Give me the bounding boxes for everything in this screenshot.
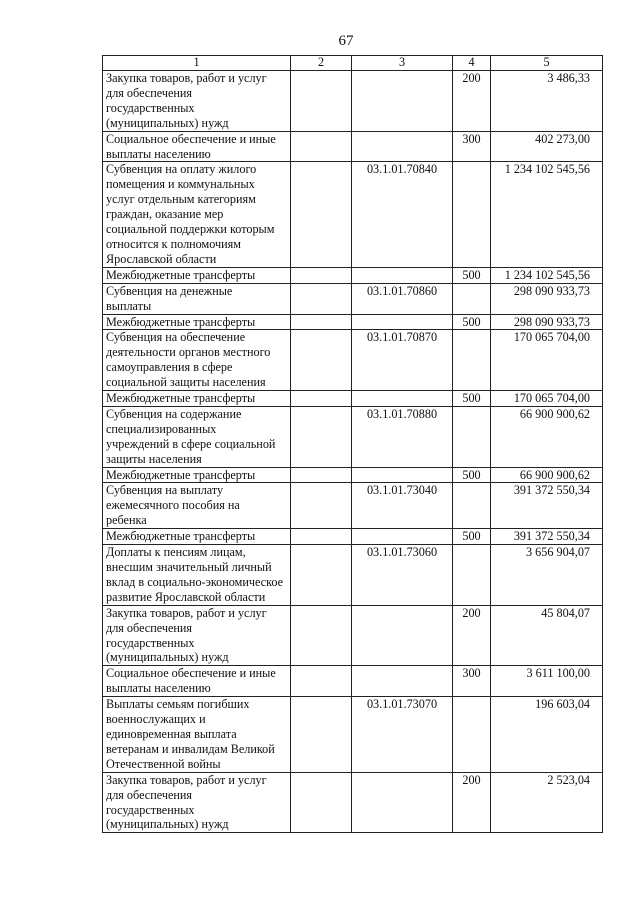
row-amount-cell: 3 486,33 [491,71,603,132]
row-name-cell: Доплаты к пенсиям лицам, внесшим значительный личный вклад в социально-экономическое развитие Ярославской области [103,545,291,606]
row-amount-cell: 3 656 904,07 [491,545,603,606]
table-row [103,330,603,391]
row-col2-cell [291,71,352,132]
row-amount-cell: 298 090 933,73 [491,314,603,330]
row-col2-cell [291,267,352,283]
row-vr-cell: 300 [453,131,491,162]
row-col2-cell [291,131,352,162]
header-col-3: 3 [352,56,453,71]
row-code-cell [352,314,453,330]
table-row [103,666,603,697]
row-vr-cell [453,545,491,606]
row-col2-cell [291,666,352,697]
row-code-cell [352,71,453,132]
table-row [103,467,603,483]
row-code-cell [352,391,453,407]
table-row [103,267,603,283]
row-amount-cell: 170 065 704,00 [491,330,603,391]
table-row [103,131,603,162]
row-col2-cell [291,406,352,467]
row-vr-cell: 500 [453,314,491,330]
row-amount-cell: 2 523,04 [491,772,603,833]
row-col2-cell [291,529,352,545]
row-col2-cell [291,330,352,391]
row-vr-cell: 200 [453,71,491,132]
row-vr-cell [453,483,491,529]
row-code-cell: 03.1.01.73060 [352,545,453,606]
row-vr-cell: 500 [453,467,491,483]
row-code-cell [352,666,453,697]
row-code-cell [352,131,453,162]
header-row [103,56,603,71]
row-name-cell: Межбюджетные трансферты [103,529,291,545]
row-col2-cell [291,283,352,314]
row-vr-cell: 300 [453,666,491,697]
row-amount-cell: 391 372 550,34 [491,529,603,545]
row-name-cell: Субвенция на денежные выплаты [103,283,291,314]
row-code-cell: 03.1.01.70860 [352,283,453,314]
row-amount-cell: 391 372 550,34 [491,483,603,529]
row-vr-cell: 500 [453,267,491,283]
row-name-cell: Закупка товаров, работ и услуг для обеспечения государственных (муниципальных) нужд [103,772,291,833]
row-amount-cell: 298 090 933,73 [491,283,603,314]
row-amount-cell: 1 234 102 545,56 [491,162,603,267]
row-code-cell [352,467,453,483]
header-col-2: 2 [291,56,352,71]
table-row [103,391,603,407]
row-vr-cell [453,697,491,773]
row-amount-cell: 66 900 900,62 [491,467,603,483]
row-name-cell: Субвенция на оплату жилого помещения и коммунальных услуг отдельным категориям граждан, оказание мер социальной поддержки которым относится к полномочиям Ярославской области [103,162,291,267]
row-col2-cell [291,483,352,529]
table-row [103,529,603,545]
row-code-cell: 03.1.01.73040 [352,483,453,529]
header-col-1: 1 [103,56,291,71]
row-vr-cell [453,162,491,267]
row-vr-cell: 200 [453,605,491,666]
budget-table [102,55,603,833]
row-name-cell: Межбюджетные трансферты [103,267,291,283]
row-code-cell [352,529,453,545]
table-row [103,162,603,267]
row-col2-cell [291,697,352,773]
row-code-cell [352,772,453,833]
row-amount-cell: 3 611 100,00 [491,666,603,697]
row-col2-cell [291,162,352,267]
row-vr-cell [453,283,491,314]
row-vr-cell: 200 [453,772,491,833]
table-row [103,283,603,314]
page-number: 67 [338,33,354,49]
table-row [103,483,603,529]
table-row [103,71,603,132]
header-col-4: 4 [453,56,491,71]
row-amount-cell: 170 065 704,00 [491,391,603,407]
row-col2-cell [291,391,352,407]
row-amount-cell: 1 234 102 545,56 [491,267,603,283]
row-name-cell: Социальное обеспечение и иные выплаты населению [103,131,291,162]
table-row [103,605,603,666]
row-name-cell: Выплаты семьям погибших военнослужащих и единовременная выплата ветеранам и инвалидам Великой Отечественной войны [103,697,291,773]
header-col-5: 5 [491,56,603,71]
row-amount-cell: 66 900 900,62 [491,406,603,467]
row-amount-cell: 196 603,04 [491,697,603,773]
row-name-cell: Субвенция на содержание специализированных учреждений в сфере социальной защиты населения [103,406,291,467]
row-code-cell: 03.1.01.70880 [352,406,453,467]
row-name-cell: Субвенция на обеспечение деятельности органов местного самоуправления в сфере социальной защиты населения [103,330,291,391]
table-body [103,71,603,833]
row-name-cell: Закупка товаров, работ и услуг для обеспечения государственных (муниципальных) нужд [103,71,291,132]
row-name-cell: Межбюджетные трансферты [103,467,291,483]
table-row [103,545,603,606]
table-row [103,697,603,773]
row-name-cell: Субвенция на выплату ежемесячного пособия на ребенка [103,483,291,529]
row-name-cell: Закупка товаров, работ и услуг для обеспечения государственных (муниципальных) нужд [103,605,291,666]
row-col2-cell [291,467,352,483]
row-code-cell: 03.1.01.73070 [352,697,453,773]
row-name-cell: Межбюджетные трансферты [103,391,291,407]
row-col2-cell [291,314,352,330]
row-code-cell: 03.1.01.70870 [352,330,453,391]
row-name-cell: Межбюджетные трансферты [103,314,291,330]
row-code-cell: 03.1.01.70840 [352,162,453,267]
row-amount-cell: 402 273,00 [491,131,603,162]
table-row [103,772,603,833]
row-col2-cell [291,772,352,833]
row-vr-cell [453,330,491,391]
row-code-cell [352,605,453,666]
row-col2-cell [291,605,352,666]
row-code-cell [352,267,453,283]
table-row [103,406,603,467]
table-row [103,314,603,330]
row-vr-cell: 500 [453,529,491,545]
row-name-cell: Социальное обеспечение и иные выплаты населению [103,666,291,697]
row-amount-cell: 45 804,07 [491,605,603,666]
row-col2-cell [291,545,352,606]
row-vr-cell: 500 [453,391,491,407]
row-vr-cell [453,406,491,467]
